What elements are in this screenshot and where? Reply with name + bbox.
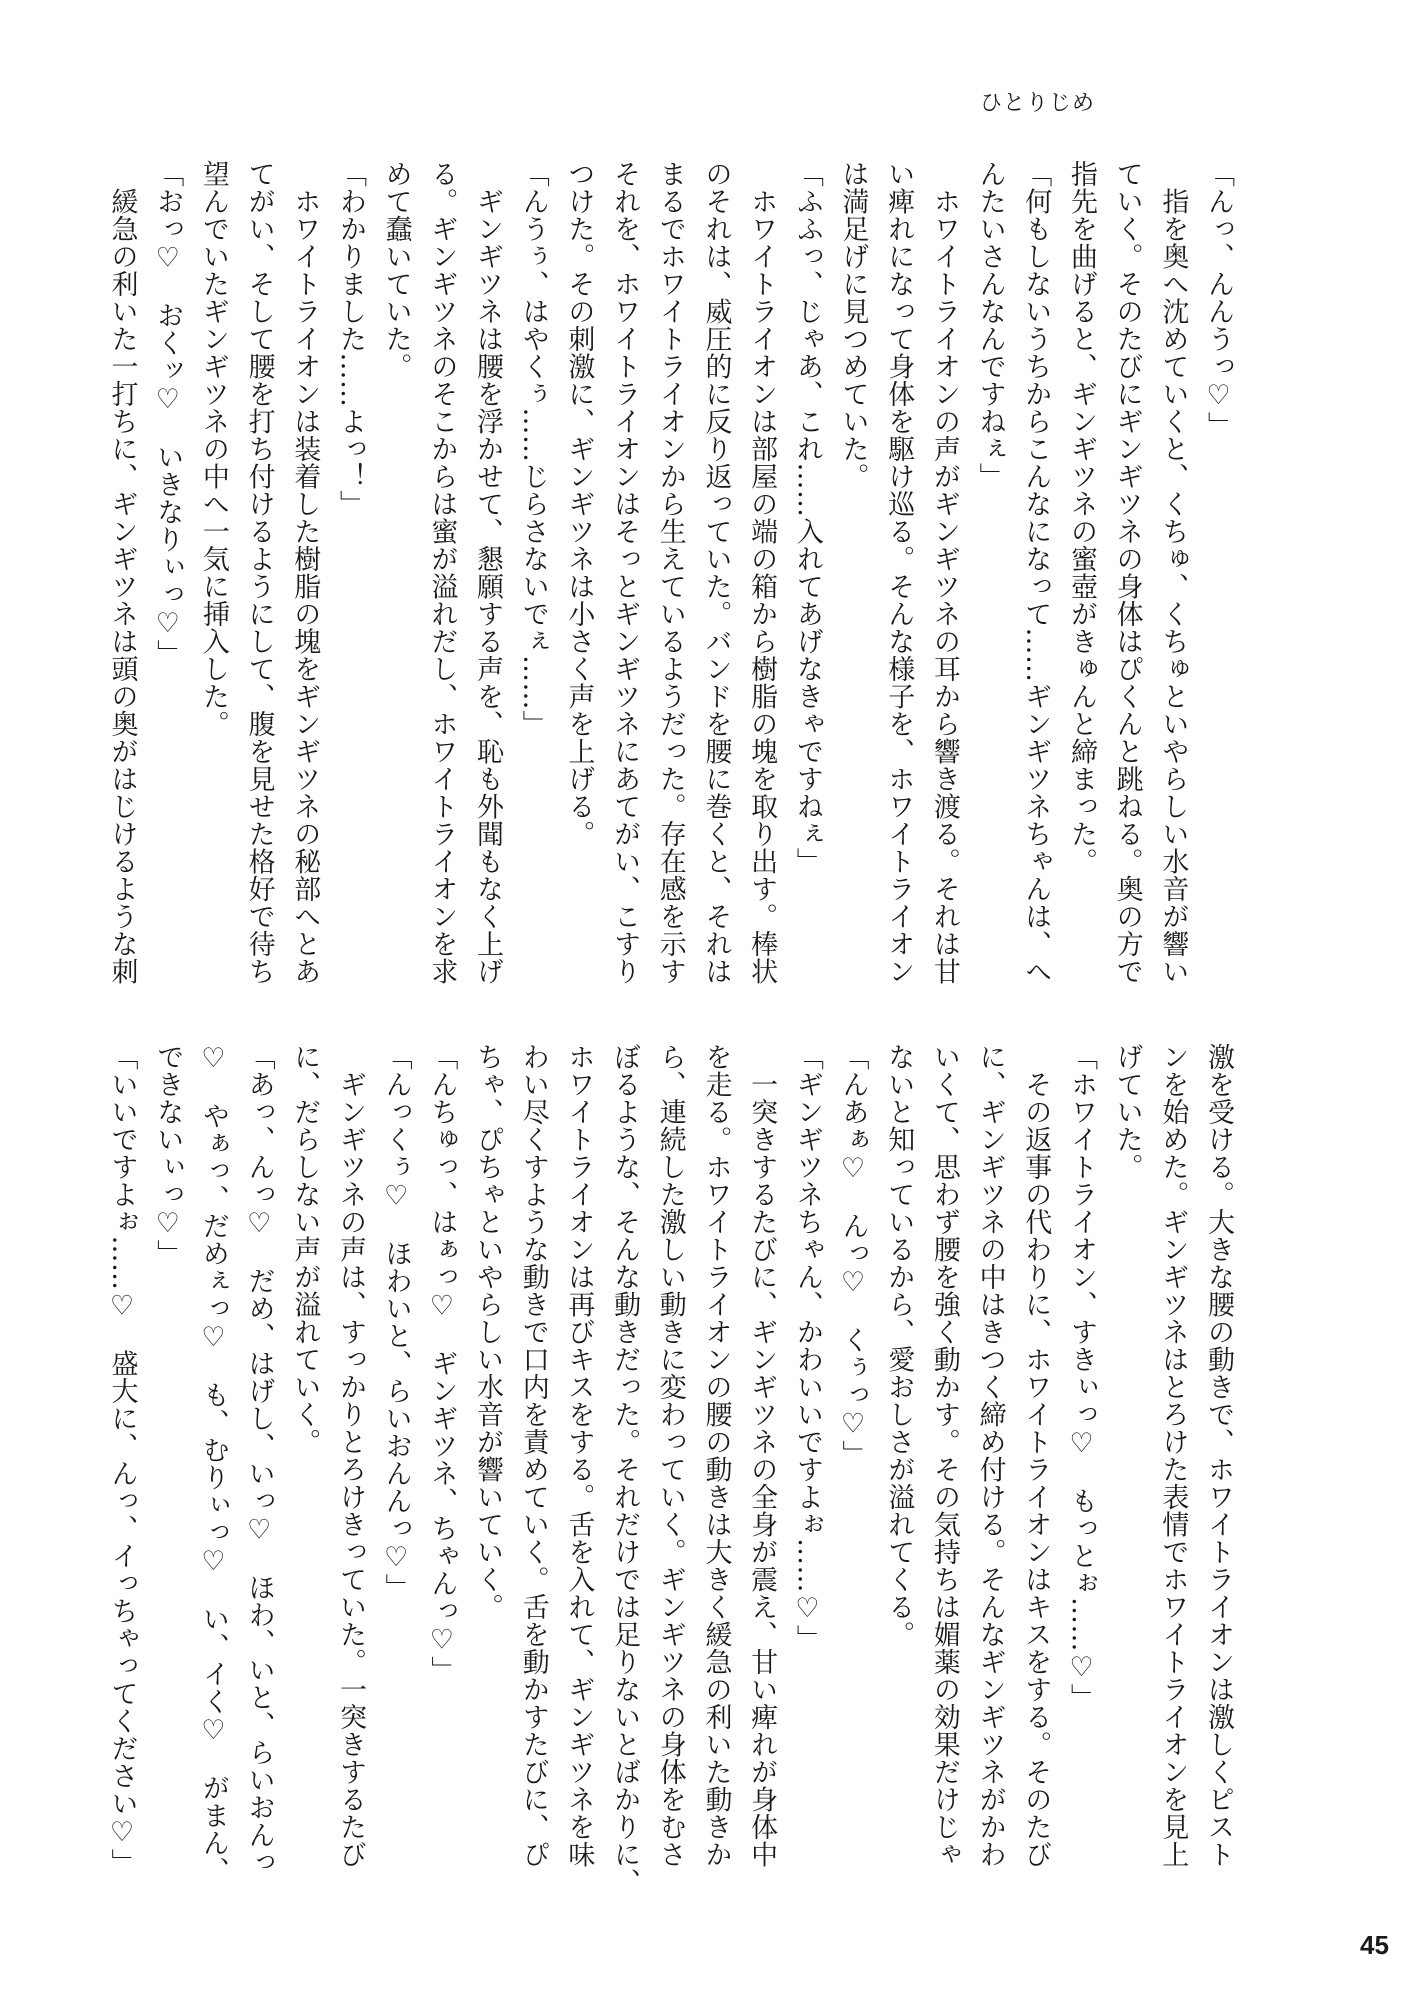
text-column: 「んあぁ♡ んっ♡ くぅっ♡」 — [837, 1043, 869, 1468]
text-column: ンを始めた。ギンギツネはとろけた表情でホワイトライオンを見上 — [1157, 1043, 1189, 1868]
text-column: ホワイトライオンは部屋の端の箱から樹脂の塊を取り出す。棒状 — [746, 160, 778, 985]
text-column: ギンギツネの声は、すっかりとろけきっていた。一突きするたび — [334, 1043, 366, 1868]
text-column: ♡ やぁっ、だめぇっ♡ も、むりぃっ♡ い、イく♡ がまん、 — [197, 1043, 229, 1884]
text-column: ギンギツネは腰を浮かせて、懇願する声を、恥も外聞もなく上げ — [472, 160, 503, 985]
text-column: 「ホワイトライオン、すきぃっ♡ もっとぉ……♡」 — [1065, 1043, 1097, 1711]
text-column: る。ギンギツネのそこからは蜜が溢れだし、ホワイトライオンを求 — [426, 160, 458, 985]
text-block-top — [99, 160, 1241, 1000]
text-column: まるでホワイトライオンから生えているようだった。存在感を示す — [654, 160, 686, 985]
text-column: 「おっ♡ おくッ♡ いきなりぃっ♡」 — [152, 160, 184, 667]
text-column: のそれは、威圧的に反り返っていた。バンドを腰に巻くと、それは — [700, 160, 732, 985]
text-column: できないぃっ♡」 — [152, 1043, 184, 1267]
text-column: げていた。 — [1111, 1043, 1143, 1181]
text-column: を走る。ホワイトライオンの腰の動きは大きく緩急の利いた動きか — [700, 1043, 732, 1868]
text-column: 「ギンギツネちゃん、かわいいですよぉ……♡」 — [791, 1043, 823, 1652]
text-column: ホワイトライオンは装着した樹脂の塊をギンギツネの秘部へとあ — [289, 160, 321, 985]
text-column: ホワイトライオンの声がギンギツネの耳から響き渡る。それは甘 — [928, 160, 960, 985]
text-column: に、ギンギツネの中はきつく締め付ける。そんなギンギツネがかわ — [974, 1043, 1006, 1868]
text-column: 望んでいたギンギツネの中へ一気に挿入した。 — [197, 160, 229, 738]
text-column: 「ふふっ、じゃあ、これ……入れてあげなきゃですねぇ」 — [791, 160, 823, 875]
text-column: 「何もしないうちからこんなになって……ギンギツネちゃんは、へ — [1020, 160, 1052, 985]
page-number: 45 — [1360, 1930, 1389, 1960]
text-column: めて蠢いていた。 — [380, 160, 412, 380]
text-column: んたいさんなんですねぇ」 — [974, 160, 1006, 490]
text-column: つけた。その刺激に、ギンギツネは小さく声を上げる。 — [563, 160, 595, 848]
running-title: ひとりじめ — [980, 91, 1096, 116]
text-column: いくて、思わず腰を強く動かす。その気持ちは媚薬の効果だけじゃ — [928, 1043, 960, 1868]
text-column: ちゃ、ぴちゃといやらしい水音が響いていく。 — [472, 1043, 503, 1621]
text-column: い痺れになって身体を駆け巡る。そんな様子を、ホワイトライオン — [883, 160, 915, 985]
text-column: その返事の代わりに、ホワイトライオンはキスをする。そのたび — [1020, 1043, 1052, 1868]
text-column: てがい、そして腰を打ち付けるようにして、腹を見せた格好で待ち — [243, 160, 275, 985]
text-column: 指を奥へ沈めていくと、くちゅ、くちゅといやらしい水音が響い — [1157, 160, 1189, 985]
text-column: に、だらしない声が溢れていく。 — [289, 1043, 321, 1456]
text-column: 一突きするたびに、ギンギツネの全身が震え、甘い痺れが身体中 — [746, 1043, 778, 1868]
text-column: ホワイトライオンは再びキスをする。舌を入れて、ギンギツネを味 — [563, 1043, 595, 1868]
text-column: 「んちゅっ、はぁっ♡ ギンギツネ、ちゃんっ♡」 — [426, 1043, 458, 1684]
text-column: 「あっ、んっ♡ だめ、はげし、いっ♡ ほわ、いと、らいおんっ — [243, 1043, 275, 1876]
text-column: ら、連続した激しい動きに変わっていく。ギンギツネの身体をむさ — [654, 1043, 686, 1868]
text-column: 「わかりました……よっ！」 — [334, 160, 366, 518]
text-column: それを、ホワイトライオンはそっとギンギツネにあてがい、こすり — [609, 160, 641, 985]
text-column: ていく。そのたびにギンギツネの身体はぴくんと跳ねる。奥の方で — [1111, 160, 1143, 985]
text-column: は満足げに見つめていた。 — [837, 160, 869, 490]
text-block-bottom — [99, 1043, 1241, 1896]
text-column: ないと知っているから、愛おしさが溢れてくる。 — [883, 1043, 915, 1648]
text-column: 「んっくぅ♡ ほわいと、らいおんんっ♡」 — [380, 1043, 412, 1601]
text-column: 「んうぅ、はやくぅ……じらさないでぇ……」 — [517, 160, 549, 738]
text-column: わい尽くすような動きで口内を責めていく。舌を動かすたびに、ぴ — [517, 1043, 549, 1868]
text-column: 激を受ける。大きな腰の動きで、ホワイトライオンは激しくピスト — [1203, 1043, 1234, 1868]
text-column: ぼるような、そんな動きだった。それだけでは足りないとばかりに、 — [609, 1043, 641, 1896]
text-column: 指先を曲げると、ギンギツネの蜜壺がきゅんと締まった。 — [1065, 160, 1097, 875]
text-column: 「いいですよぉ……♡ 盛大に、んっ、イっちゃってください♡」 — [106, 1043, 138, 1876]
text-column: 緩急の利いた一打ちに、ギンギツネは頭の奥がはじけるような刺 — [106, 160, 138, 985]
text-column: 「んっ、んんうっ♡」 — [1203, 160, 1234, 439]
